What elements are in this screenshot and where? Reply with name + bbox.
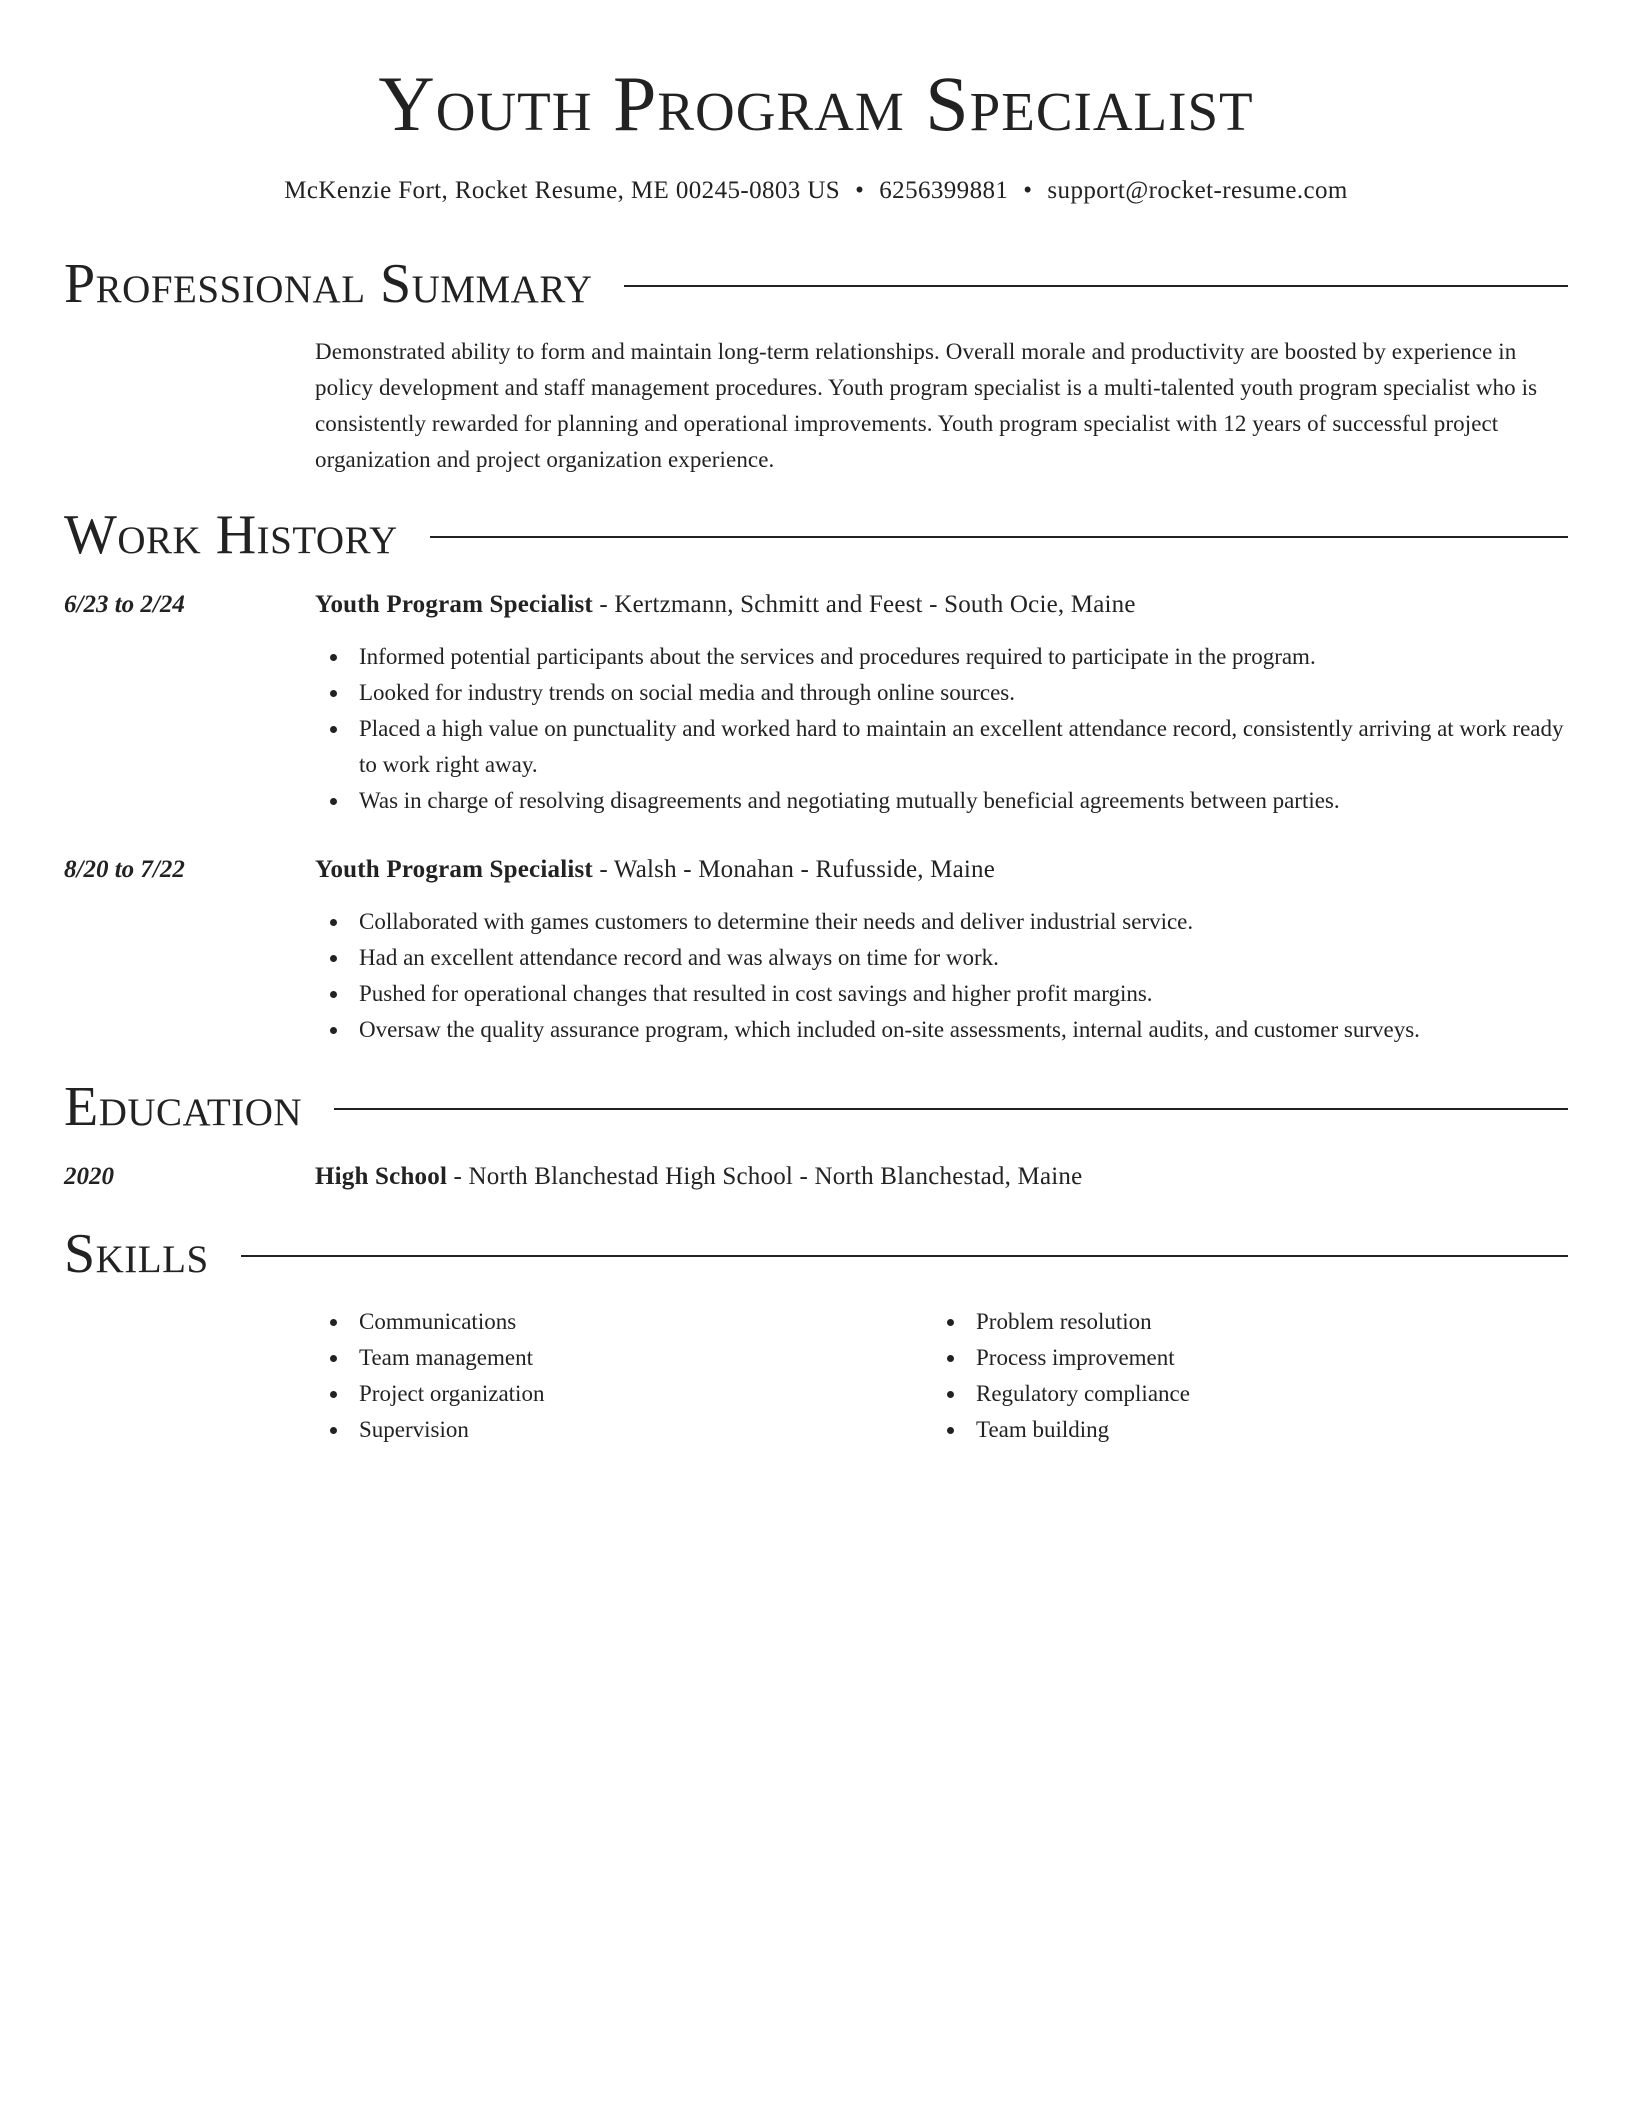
job-bullets: [315, 904, 1568, 1048]
education-heading: [315, 1160, 1568, 1194]
job-role: Youth Program Specialist: [315, 856, 593, 883]
section-divider: [624, 285, 1568, 287]
list-item: Pushed for operational changes that resulted in cost savings and higher profit margins.: [359, 976, 1568, 1012]
skill-item: Supervision: [359, 1412, 915, 1448]
job-details: - Walsh - Monahan - Rufusside, Maine: [592, 856, 996, 883]
section-divider: [334, 1108, 1568, 1110]
section-header-skills: [64, 1222, 1568, 1286]
section-title: Skills: [64, 1223, 209, 1285]
section-title: Work History: [64, 504, 398, 566]
skills-list-right: [932, 1304, 1532, 1448]
list-item: Had an excellent attendance record and was always on time for work.: [359, 940, 1568, 976]
job-dates: 8/20 to 7/22: [64, 856, 185, 883]
job-heading: [315, 853, 1568, 887]
section-header-work-history: [64, 503, 1568, 567]
contact-separator: •: [1023, 177, 1033, 204]
skill-item: Team building: [976, 1412, 1532, 1448]
section-title: Professional Summary: [64, 253, 593, 315]
job-role: Youth Program Specialist: [315, 591, 593, 618]
contact-separator: •: [855, 177, 865, 204]
skill-item: Project organization: [359, 1376, 915, 1412]
section-divider: [430, 536, 1568, 538]
job-bullets: [315, 639, 1568, 819]
list-item: Looked for industry trends on social media and through online sources.: [359, 675, 1568, 711]
section-divider: [241, 1255, 1568, 1257]
job-details: - Kertzmann, Schmitt and Feest - South Ocie, Maine: [592, 591, 1136, 618]
skill-item: Communications: [359, 1304, 915, 1340]
contact-line: [64, 174, 1568, 208]
list-item: Oversaw the quality assurance program, which included on-site assessments, internal audits, and customer surveys.: [359, 1012, 1568, 1048]
skill-item: Regulatory compliance: [976, 1376, 1532, 1412]
list-item: Informed potential participants about the services and procedures required to participate in the program.: [359, 639, 1568, 675]
summary-text: Demonstrated ability to form and maintain long-term relationships. Overall morale and productivity are boosted by experience in policy development and staff management procedures. Youth program specialist is a multi-talented youth program specialist who is consistently rewarded for planning and operational improvements. Youth program specialist with 12 years of successful project organization and project organization experience.: [315, 339, 1538, 472]
skills-list-left: [315, 1304, 915, 1448]
list-item: Collaborated with games customers to determine their needs and deliver industrial service.: [359, 904, 1568, 940]
skill-item: Problem resolution: [976, 1304, 1532, 1340]
contact-address: McKenzie Fort, Rocket Resume, ME 00245-0803 US: [284, 177, 841, 204]
education-details: - North Blanchestad High School - North Blanchestad, Maine: [447, 1163, 1083, 1190]
section-header-education: [64, 1075, 1568, 1139]
section-header-summary: [64, 252, 1568, 316]
contact-email: support@rocket-resume.com: [1047, 177, 1348, 204]
list-item: Placed a high value on punctuality and worked hard to maintain an excellent attendance record, consistently arriving at work ready to work right away.: [359, 711, 1568, 783]
skill-item: Process improvement: [976, 1340, 1532, 1376]
skill-item: Team management: [359, 1340, 915, 1376]
education-degree: High School: [315, 1163, 448, 1190]
education-year: 2020: [64, 1163, 114, 1190]
job-heading: [315, 588, 1568, 622]
section-title: Education: [64, 1076, 303, 1138]
list-item: Was in charge of resolving disagreements and negotiating mutually beneficial agreements between parties.: [359, 783, 1568, 819]
job-dates: 6/23 to 2/24: [64, 591, 185, 618]
candidate-name: Youth Program Specialist: [378, 60, 1254, 147]
contact-phone: 6256399881: [879, 177, 1009, 204]
